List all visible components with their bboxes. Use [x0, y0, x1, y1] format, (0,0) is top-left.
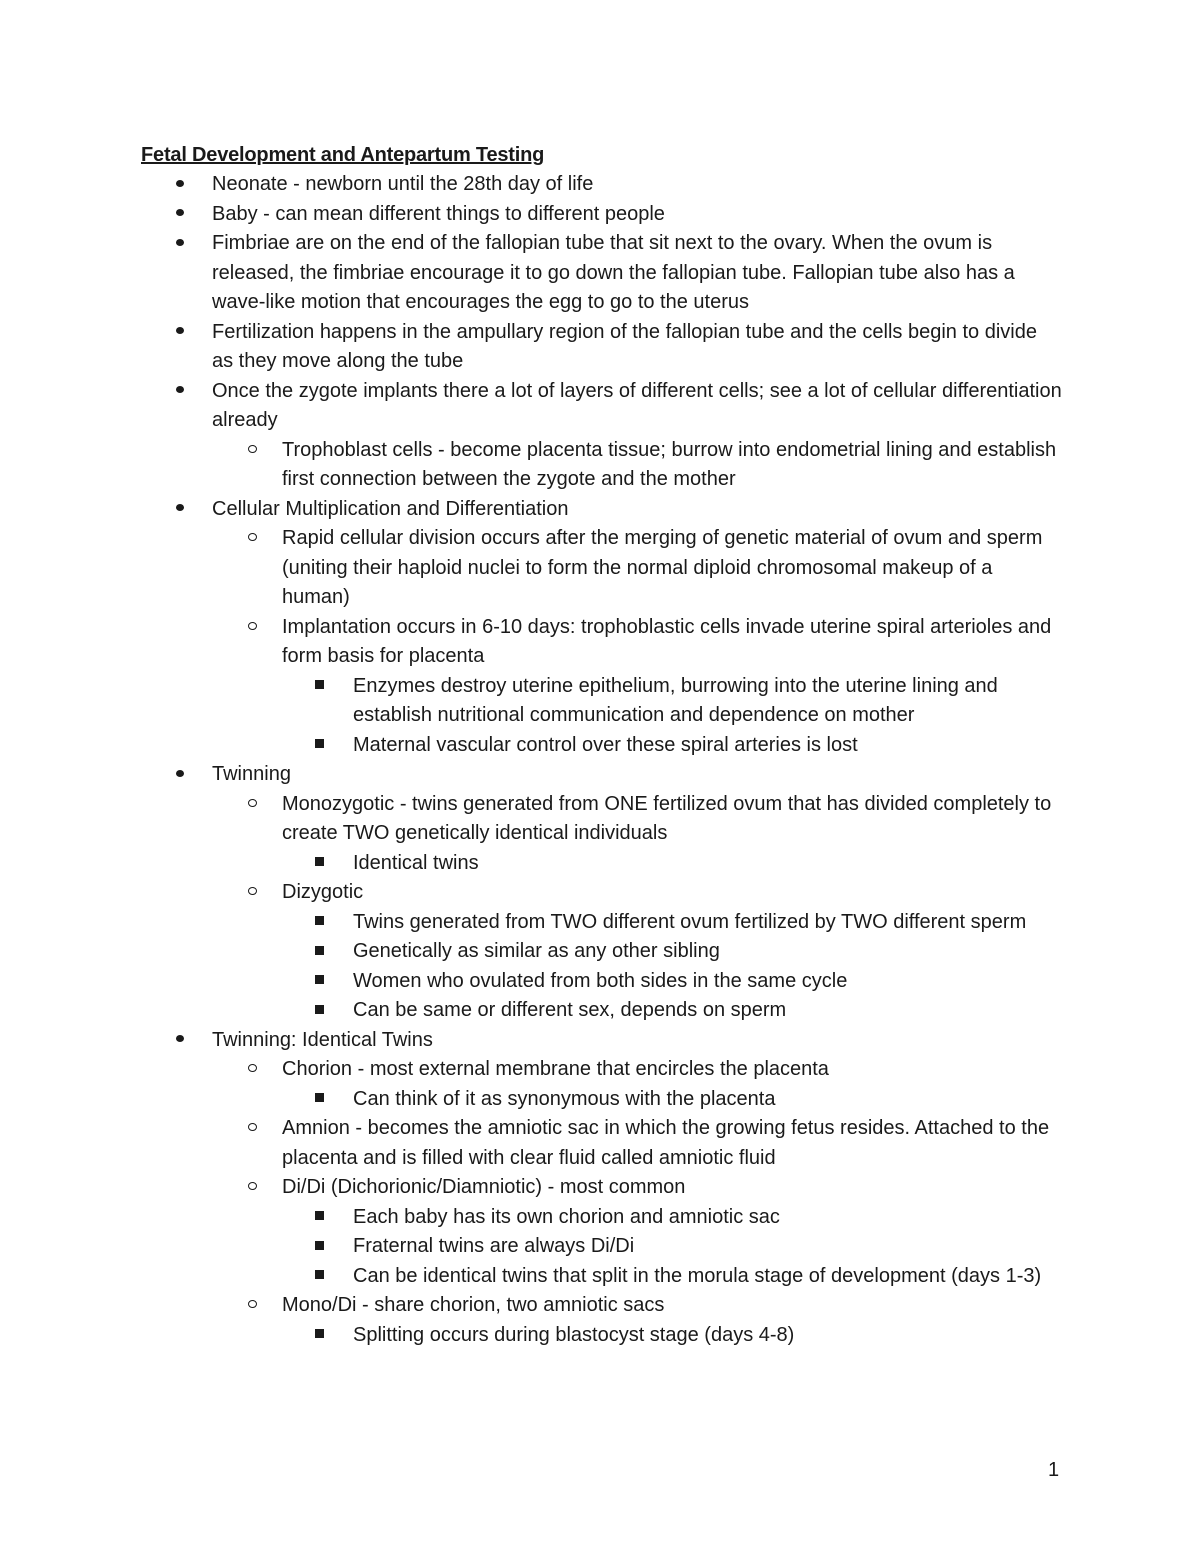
bullet-square-icon — [315, 1005, 324, 1014]
bullet-circle-icon — [248, 622, 257, 630]
list-item-text: Mono/Di - share chorion, two amniotic sacs — [282, 1294, 665, 1316]
bullet-circle-icon — [248, 799, 257, 807]
list-item-text: Each baby has its own chorion and amniotic sac — [353, 1205, 780, 1228]
list-item-text: Implantation occurs in 6-10 days: trophoblastic cells invade uterine spiral arterioles and form basis for placenta — [282, 615, 1052, 667]
list-item-text: Trophoblast cells - become placenta tissue; burrow into endometrial lining and establish first connection between the zygote and the mother — [282, 438, 1057, 490]
bullet-disc-icon — [176, 504, 184, 511]
bullet-circle-icon — [248, 887, 257, 895]
list-item — [0, 524, 1062, 613]
list-item-text: Identical twins — [353, 851, 479, 874]
list-item — [0, 878, 1062, 908]
list-item — [0, 229, 1062, 318]
list-item — [0, 790, 1062, 849]
list-item — [0, 377, 1062, 436]
bullet-circle-icon — [248, 1300, 257, 1308]
list-item-text: Dizygotic — [282, 881, 364, 903]
bullet-disc-icon — [176, 209, 184, 216]
list-item — [0, 436, 1062, 495]
bullet-list — [0, 170, 1200, 1350]
bullet-square-icon — [315, 1093, 324, 1102]
list-item — [0, 937, 1065, 967]
list-item — [0, 495, 1062, 525]
list-item — [0, 1291, 1062, 1321]
bullet-square-icon — [315, 739, 324, 748]
list-item-text: Di/Di (Dichorionic/Diamniotic) - most common — [282, 1176, 686, 1198]
list-item-text: Chorion - most external membrane that encircles the placenta — [282, 1058, 829, 1080]
bullet-square-icon — [315, 975, 324, 984]
bullet-square-icon — [315, 916, 324, 925]
list-item — [0, 1085, 1065, 1115]
list-item-text: Monozygotic - twins generated from ONE fertilized ovum that has divided completely to create TWO genetically identical individuals — [282, 792, 1052, 844]
list-item-text: Baby - can mean different things to different people — [212, 202, 665, 225]
bullet-square-icon — [315, 857, 324, 866]
bullet-square-icon — [315, 1241, 324, 1250]
bullet-disc-icon — [176, 1035, 184, 1042]
bullet-disc-icon — [176, 770, 184, 777]
list-item — [0, 731, 1065, 761]
bullet-disc-icon — [176, 239, 184, 246]
list-item-text: Rapid cellular division occurs after the merging of genetic material of ovum and sperm (uniting their haploid nuclei to form the normal diploid chromosomal makeup of a human) — [282, 527, 1043, 608]
list-item — [0, 200, 1062, 230]
list-item-text: Amnion - becomes the amniotic sac in which the growing fetus resides. Attached to the placenta and is filled with clear fluid called amniotic fluid — [282, 1117, 1050, 1169]
bullet-disc-icon — [176, 386, 184, 393]
list-item — [0, 1026, 1062, 1056]
list-item-text: Fraternal twins are always Di/Di — [353, 1235, 635, 1257]
list-item-text: Once the zygote implants there a lot of layers of different cells; see a lot of cellular differentiation already — [212, 379, 1062, 431]
list-item — [0, 1203, 1065, 1233]
list-item-text: Twins generated from TWO different ovum fertilized by TWO different sperm — [353, 910, 1027, 933]
list-item — [0, 1321, 1065, 1351]
list-item-text: Maternal vascular control over these spiral arteries is lost — [353, 733, 858, 756]
bullet-square-icon — [315, 946, 324, 955]
bullet-square-icon — [315, 1329, 324, 1338]
list-item — [0, 1055, 1062, 1085]
list-item — [0, 170, 1062, 200]
bullet-disc-icon — [176, 327, 184, 334]
bullet-square-icon — [315, 680, 324, 689]
bullet-disc-icon — [176, 180, 184, 187]
bullet-circle-icon — [248, 533, 257, 541]
list-item — [0, 1114, 1062, 1173]
bullet-circle-icon — [248, 1123, 257, 1131]
bullet-circle-icon — [248, 1182, 257, 1190]
document-title: Fetal Development and Antepartum Testing — [141, 144, 545, 166]
list-item — [0, 849, 1065, 879]
list-item-text: Splitting occurs during blastocyst stage (days 4-8) — [353, 1323, 795, 1346]
list-item-text: Fertilization happens in the ampullary region of the fallopian tube and the cells begin to divide as they move along the tube — [212, 320, 1037, 372]
list-item — [0, 672, 1065, 731]
list-item-text: Genetically as similar as any other sibling — [353, 940, 720, 962]
list-item — [0, 996, 1065, 1026]
list-item-text: Fimbriae are on the end of the fallopian tube that sit next to the ovary. When the ovum is released, the fimbriae encourage it to go down the fallopian tube. Fallopian tube also has a wave-like motion that encourages the egg to go to the uterus — [212, 232, 1015, 313]
bullet-circle-icon — [248, 445, 257, 453]
list-item — [0, 1262, 1065, 1292]
list-item-text: Can think of it as synonymous with the placenta — [353, 1087, 776, 1110]
list-item-text: Can be identical twins that split in the morula stage of development (days 1-3) — [353, 1264, 1042, 1287]
list-item-text: Twinning — [212, 763, 291, 785]
bullet-circle-icon — [248, 1064, 257, 1072]
list-item — [0, 1232, 1065, 1262]
list-item — [0, 1173, 1062, 1203]
list-item — [0, 967, 1065, 997]
page-number: 1 — [1048, 1459, 1060, 1481]
bullet-square-icon — [315, 1270, 324, 1279]
list-item-text: Twinning: Identical Twins — [212, 1028, 433, 1051]
list-item — [0, 760, 1062, 790]
list-item-text: Women who ovulated from both sides in the same cycle — [353, 969, 848, 992]
bullet-square-icon — [315, 1211, 324, 1220]
list-item-text: Can be same or different sex, depends on sperm — [353, 999, 787, 1021]
list-item — [0, 908, 1065, 938]
list-item-text: Cellular Multiplication and Differentiation — [212, 497, 569, 520]
list-item-text: Enzymes destroy uterine epithelium, burrowing into the uterine lining and establish nutritional communication and dependence on mother — [353, 674, 998, 726]
list-item — [0, 613, 1062, 672]
list-item-text: Neonate - newborn until the 28th day of life — [212, 173, 594, 195]
list-item — [0, 318, 1062, 377]
